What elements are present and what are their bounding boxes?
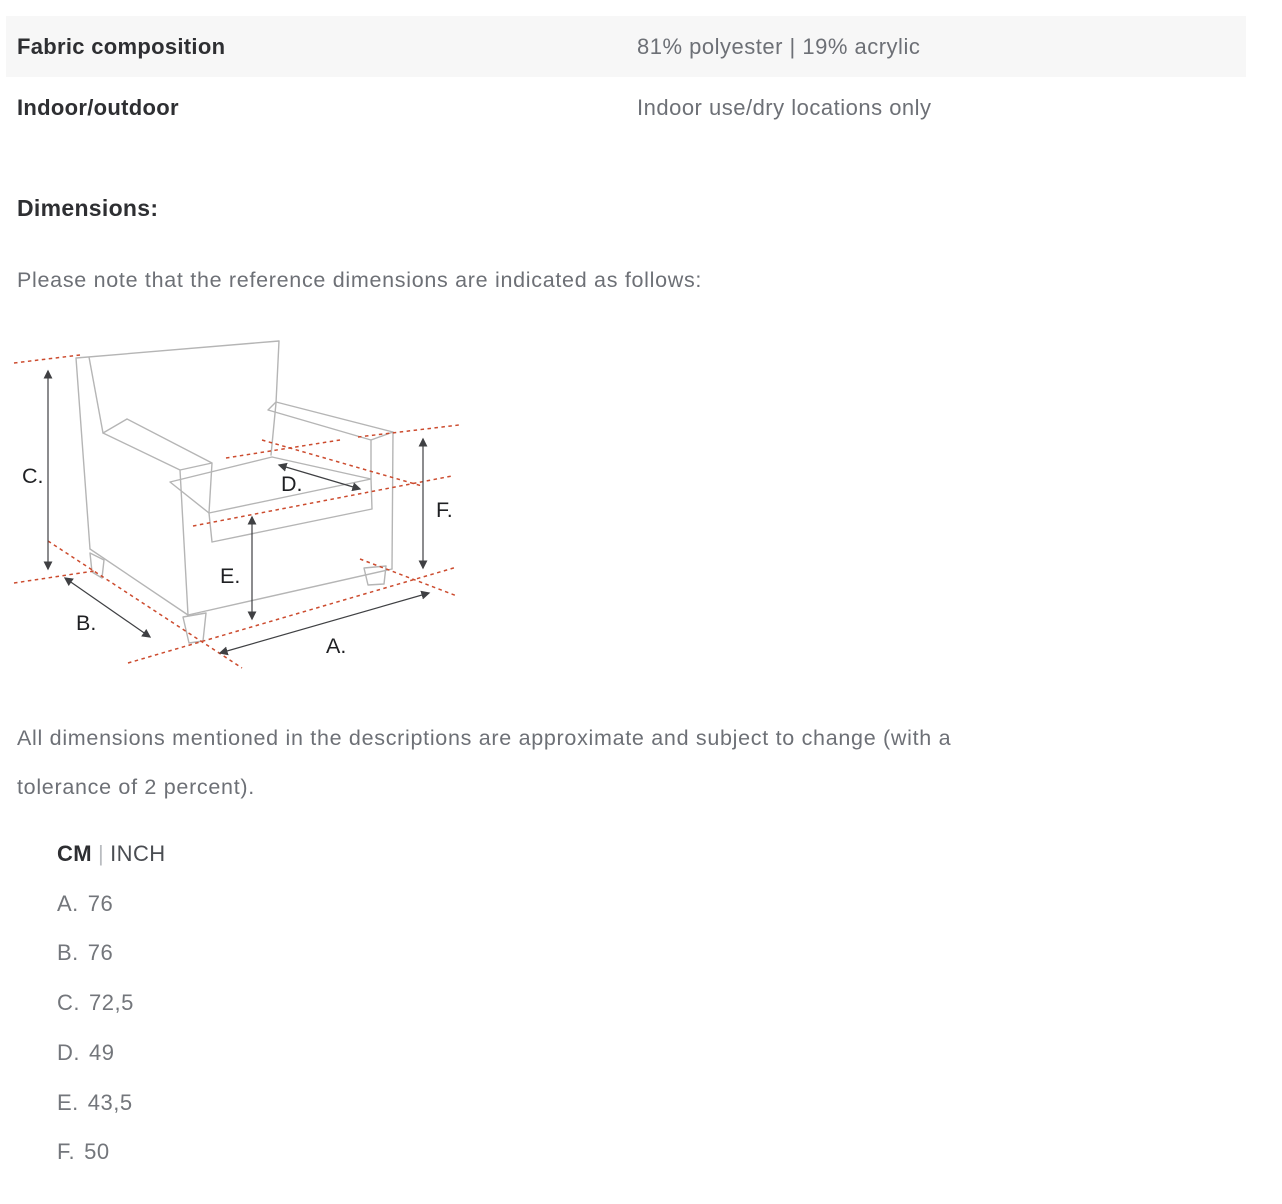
measurement-label: C. xyxy=(57,990,80,1016)
measurement-value: 49 xyxy=(89,1039,115,1065)
chair-base-lines xyxy=(90,549,392,615)
dimension-arrow-a xyxy=(220,593,429,653)
dimensions-intro-text: Please note that the reference dimensions are indicated as follows: xyxy=(17,268,703,292)
measurement-item-f xyxy=(57,1127,1282,1177)
measurement-item-e xyxy=(57,1078,1282,1128)
dimension-arrows xyxy=(48,371,429,653)
tolerance-note-line1: All dimensions mentioned in the descriptions are approximate and subject to change (with a xyxy=(17,726,952,750)
product-spec-table xyxy=(0,16,1282,138)
spec-value-indoor-outdoor: Indoor use/dry locations only xyxy=(637,95,932,120)
measurement-label: B. xyxy=(57,940,79,966)
diagram-label-a: A. xyxy=(326,634,347,658)
measurement-value: 50 xyxy=(84,1139,110,1165)
diagram-label-f: F. xyxy=(436,498,453,522)
chair-left-armrest-lines xyxy=(103,419,212,615)
reference-line-depth-floor xyxy=(48,541,242,668)
measurement-value: 76 xyxy=(87,940,114,966)
diagram-label-e: E. xyxy=(220,564,241,588)
tolerance-note-line2: tolerance of 2 percent). xyxy=(17,775,255,799)
measurement-label: D. xyxy=(57,1039,80,1065)
armchair-sketch xyxy=(76,341,393,643)
dimension-diagram-container xyxy=(10,327,1282,692)
dimensions-heading: Dimensions: xyxy=(17,195,159,221)
chair-seat-lines xyxy=(170,457,372,542)
measurement-item-a xyxy=(57,879,1282,929)
reference-line-width-floor xyxy=(128,567,457,663)
measurement-label: E. xyxy=(57,1089,79,1115)
reference-line-seat-rear-level xyxy=(226,440,340,458)
measurement-item-b xyxy=(57,928,1282,978)
measurements-list xyxy=(57,829,1282,1177)
spec-row-indoor-outdoor xyxy=(6,77,1246,138)
dimension-diagram xyxy=(10,327,470,687)
measurement-value: 43,5 xyxy=(87,1089,133,1115)
measurement-value: 76 xyxy=(87,890,114,916)
spec-label-indoor-outdoor: Indoor/outdoor xyxy=(17,95,179,120)
reference-line-depth-floor-right xyxy=(360,559,457,596)
measurement-item-d xyxy=(57,1028,1282,1078)
diagram-label-d: D. xyxy=(281,472,303,496)
units-inch-label: INCH xyxy=(110,841,166,866)
diagram-label-b: B. xyxy=(76,611,97,635)
diagram-label-c: C. xyxy=(22,464,44,488)
reference-line-back-top xyxy=(14,355,80,363)
units-divider: | xyxy=(98,841,105,866)
reference-line-floor-left xyxy=(14,571,94,583)
tolerance-note xyxy=(17,714,1282,812)
measurement-label: A. xyxy=(57,890,79,916)
spec-row-fabric-composition xyxy=(6,16,1246,77)
measurement-value: 72,5 xyxy=(89,990,134,1016)
units-cm-label: CM xyxy=(57,841,93,866)
spec-label-fabric-composition: Fabric composition xyxy=(17,34,226,59)
measurement-item-c xyxy=(57,978,1282,1028)
measurement-label: F. xyxy=(57,1139,76,1165)
units-header xyxy=(57,829,1282,879)
spec-value-fabric-composition: 81% polyester | 19% acrylic xyxy=(637,34,921,59)
